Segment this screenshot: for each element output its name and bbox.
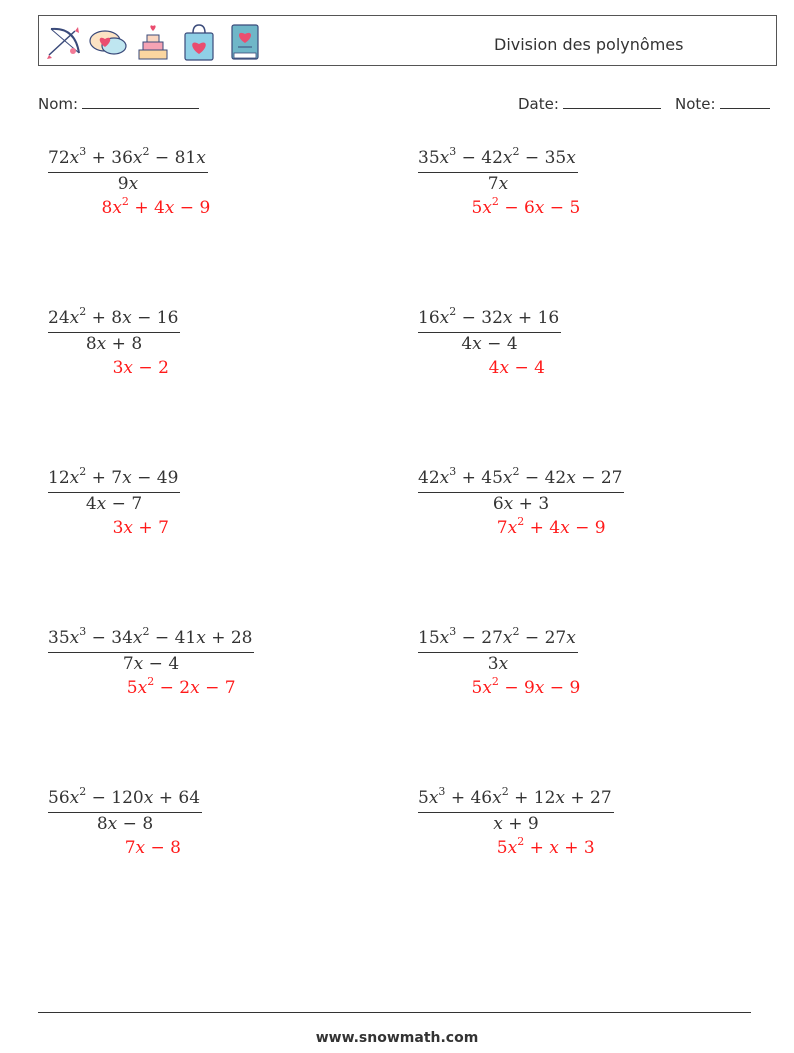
fraction-bar (48, 172, 208, 173)
date-field (518, 94, 661, 113)
denominator: 3x (487, 654, 509, 674)
numerator: $35x^3 - 34x^2 - 41x + 28$ (48, 625, 253, 648)
numerator: $5x^3 + 46x^2 + 12x + 27$ (418, 785, 612, 808)
denominator: 4x − 4 (461, 334, 518, 354)
answer: 4x − 4 (488, 358, 545, 378)
gift-bag-heart-icon (179, 21, 219, 63)
numerator: $35x^3 - 42x^2 - 35x$ (418, 145, 576, 168)
answer: $7x^2 + 4x - 9$ (496, 515, 606, 538)
denominator: 9x (117, 174, 139, 194)
footer-url: www.snowmath.com (315, 1030, 479, 1046)
grade-field (675, 94, 770, 113)
fraction-bar (418, 652, 578, 653)
grade-label: Note: (675, 95, 716, 113)
answer: 3x + 7 (112, 518, 169, 538)
denominator: 4x − 7 (85, 494, 143, 514)
denominator: 6x + 3 (492, 494, 550, 514)
name-blank (82, 94, 199, 109)
grade-blank (720, 94, 770, 109)
date-label: Date: (518, 95, 559, 113)
answer: $5x^2 - 2x - 7$ (126, 675, 236, 698)
name-label: Nom: (38, 95, 79, 113)
numerator: $24x^2 + 8x - 16$ (48, 305, 179, 328)
date-blank (563, 94, 661, 109)
fraction-bar (48, 652, 254, 653)
answer: 7x − 8 (124, 838, 181, 858)
fraction-bar (418, 492, 624, 493)
numerator: $12x^2 + 7x - 49$ (48, 465, 179, 488)
speech-bubbles-heart-icon (87, 21, 127, 63)
denominator: 7x (487, 174, 509, 194)
answer: $5x^2 - 9x - 9$ (471, 675, 581, 698)
worksheet-header (38, 15, 777, 66)
numerator: $15x^3 - 27x^2 - 27x$ (418, 625, 576, 648)
worksheet-title: Division des polynômes (494, 35, 684, 54)
wedding-cake-icon (133, 21, 173, 63)
numerator: $42x^3 + 45x^2 - 42x - 27$ (418, 465, 623, 488)
fraction-bar (418, 812, 614, 813)
heart-book-icon (225, 21, 265, 63)
numerator: $56x^2 - 120x + 64$ (48, 785, 201, 808)
fraction-bar (48, 492, 180, 493)
denominator: x + 9 (493, 814, 539, 834)
numerator: $72x^3 + 36x^2 - 81x$ (48, 145, 206, 168)
fraction-bar (418, 332, 561, 333)
denominator: 8x + 8 (85, 334, 143, 354)
answer: 3x − 2 (112, 358, 169, 378)
denominator: 8x − 8 (96, 814, 154, 834)
fraction-bar (48, 332, 180, 333)
denominator: 7x − 4 (122, 654, 180, 674)
answer: $5x^2 - 6x - 5$ (471, 195, 581, 218)
numerator: $16x^2 - 32x + 16$ (418, 305, 560, 328)
name-field (38, 94, 199, 113)
answer: $5x^2 + x + 3$ (496, 835, 595, 858)
fraction-bar (48, 812, 202, 813)
fraction-bar (418, 172, 578, 173)
answer: $8x^2 + 4x - 9$ (101, 195, 211, 218)
bow-and-arrow-icon (45, 21, 85, 63)
footer-divider (38, 1012, 751, 1013)
